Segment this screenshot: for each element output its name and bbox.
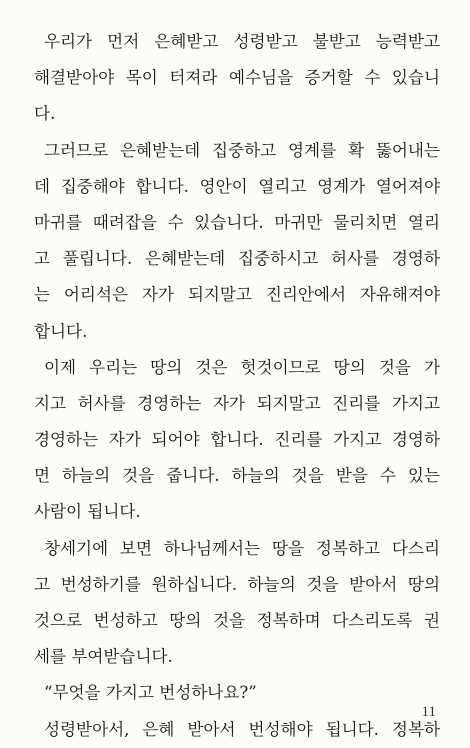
text-line: 것으로 번성하고 땅의 것을 정복하며 다스리도록 권 — [34, 611, 440, 630]
text-line: 이제 우리는 땅의 것은 헛것이므로 땅의 것을 가 — [44, 357, 440, 377]
text-line: 는 어리석은 자가 되지말고 진리안에서 자유해져야 — [34, 285, 440, 305]
text-line: 세를 부여받습니다. — [34, 647, 173, 667]
text-line: 성령받아서, 은혜 받아서 번성해야 됩니다. 정복하 — [44, 719, 440, 739]
text-line: 다. — [34, 104, 56, 124]
body-text — [34, 24, 440, 748]
text-line: 마귀를 때려잡을 수 있습니다. 마귀만 물리치면 열리 — [34, 212, 440, 232]
text-line: “무엇을 가지고 번성하나요?” — [44, 683, 257, 703]
text-line: 지고 허사를 경영하는 자가 되지말고 진리를 가지고 — [34, 393, 440, 413]
text-line: 고 풀립니다. 은혜받는데 집중하시고 허사를 경영하 — [34, 249, 440, 269]
text-line: 사람이 됩니다. — [34, 502, 141, 522]
text-line: 창세기에 보면 하나님께서는 땅을 정복하고 다스리 — [44, 538, 440, 558]
page-number: 11 — [421, 704, 436, 720]
text-line: 데 집중해야 합니다. 영안이 열리고 영계가 열어져야 — [34, 176, 440, 196]
text-line: 경영하는 자가 되어야 합니다. 진리를 가지고 경영하 — [34, 430, 440, 450]
text-line: 고 번성하기를 원하십니다. 하늘의 것을 받아서 땅의 — [34, 574, 440, 594]
text-line: 면 하늘의 것을 줍니다. 하늘의 것을 받을 수 있는 — [34, 466, 440, 486]
text-line: 해결받아야 목이 터져라 예수님을 증거할 수 있습니 — [34, 68, 440, 88]
text-line: 우리가 먼저 은혜받고 성령받고 불받고 능력받고 — [44, 32, 440, 51]
text-line: 그러므로 은혜받는데 집중하고 영계를 확 뚫어내는 — [44, 140, 440, 160]
text-line: 합니다. — [34, 321, 88, 341]
